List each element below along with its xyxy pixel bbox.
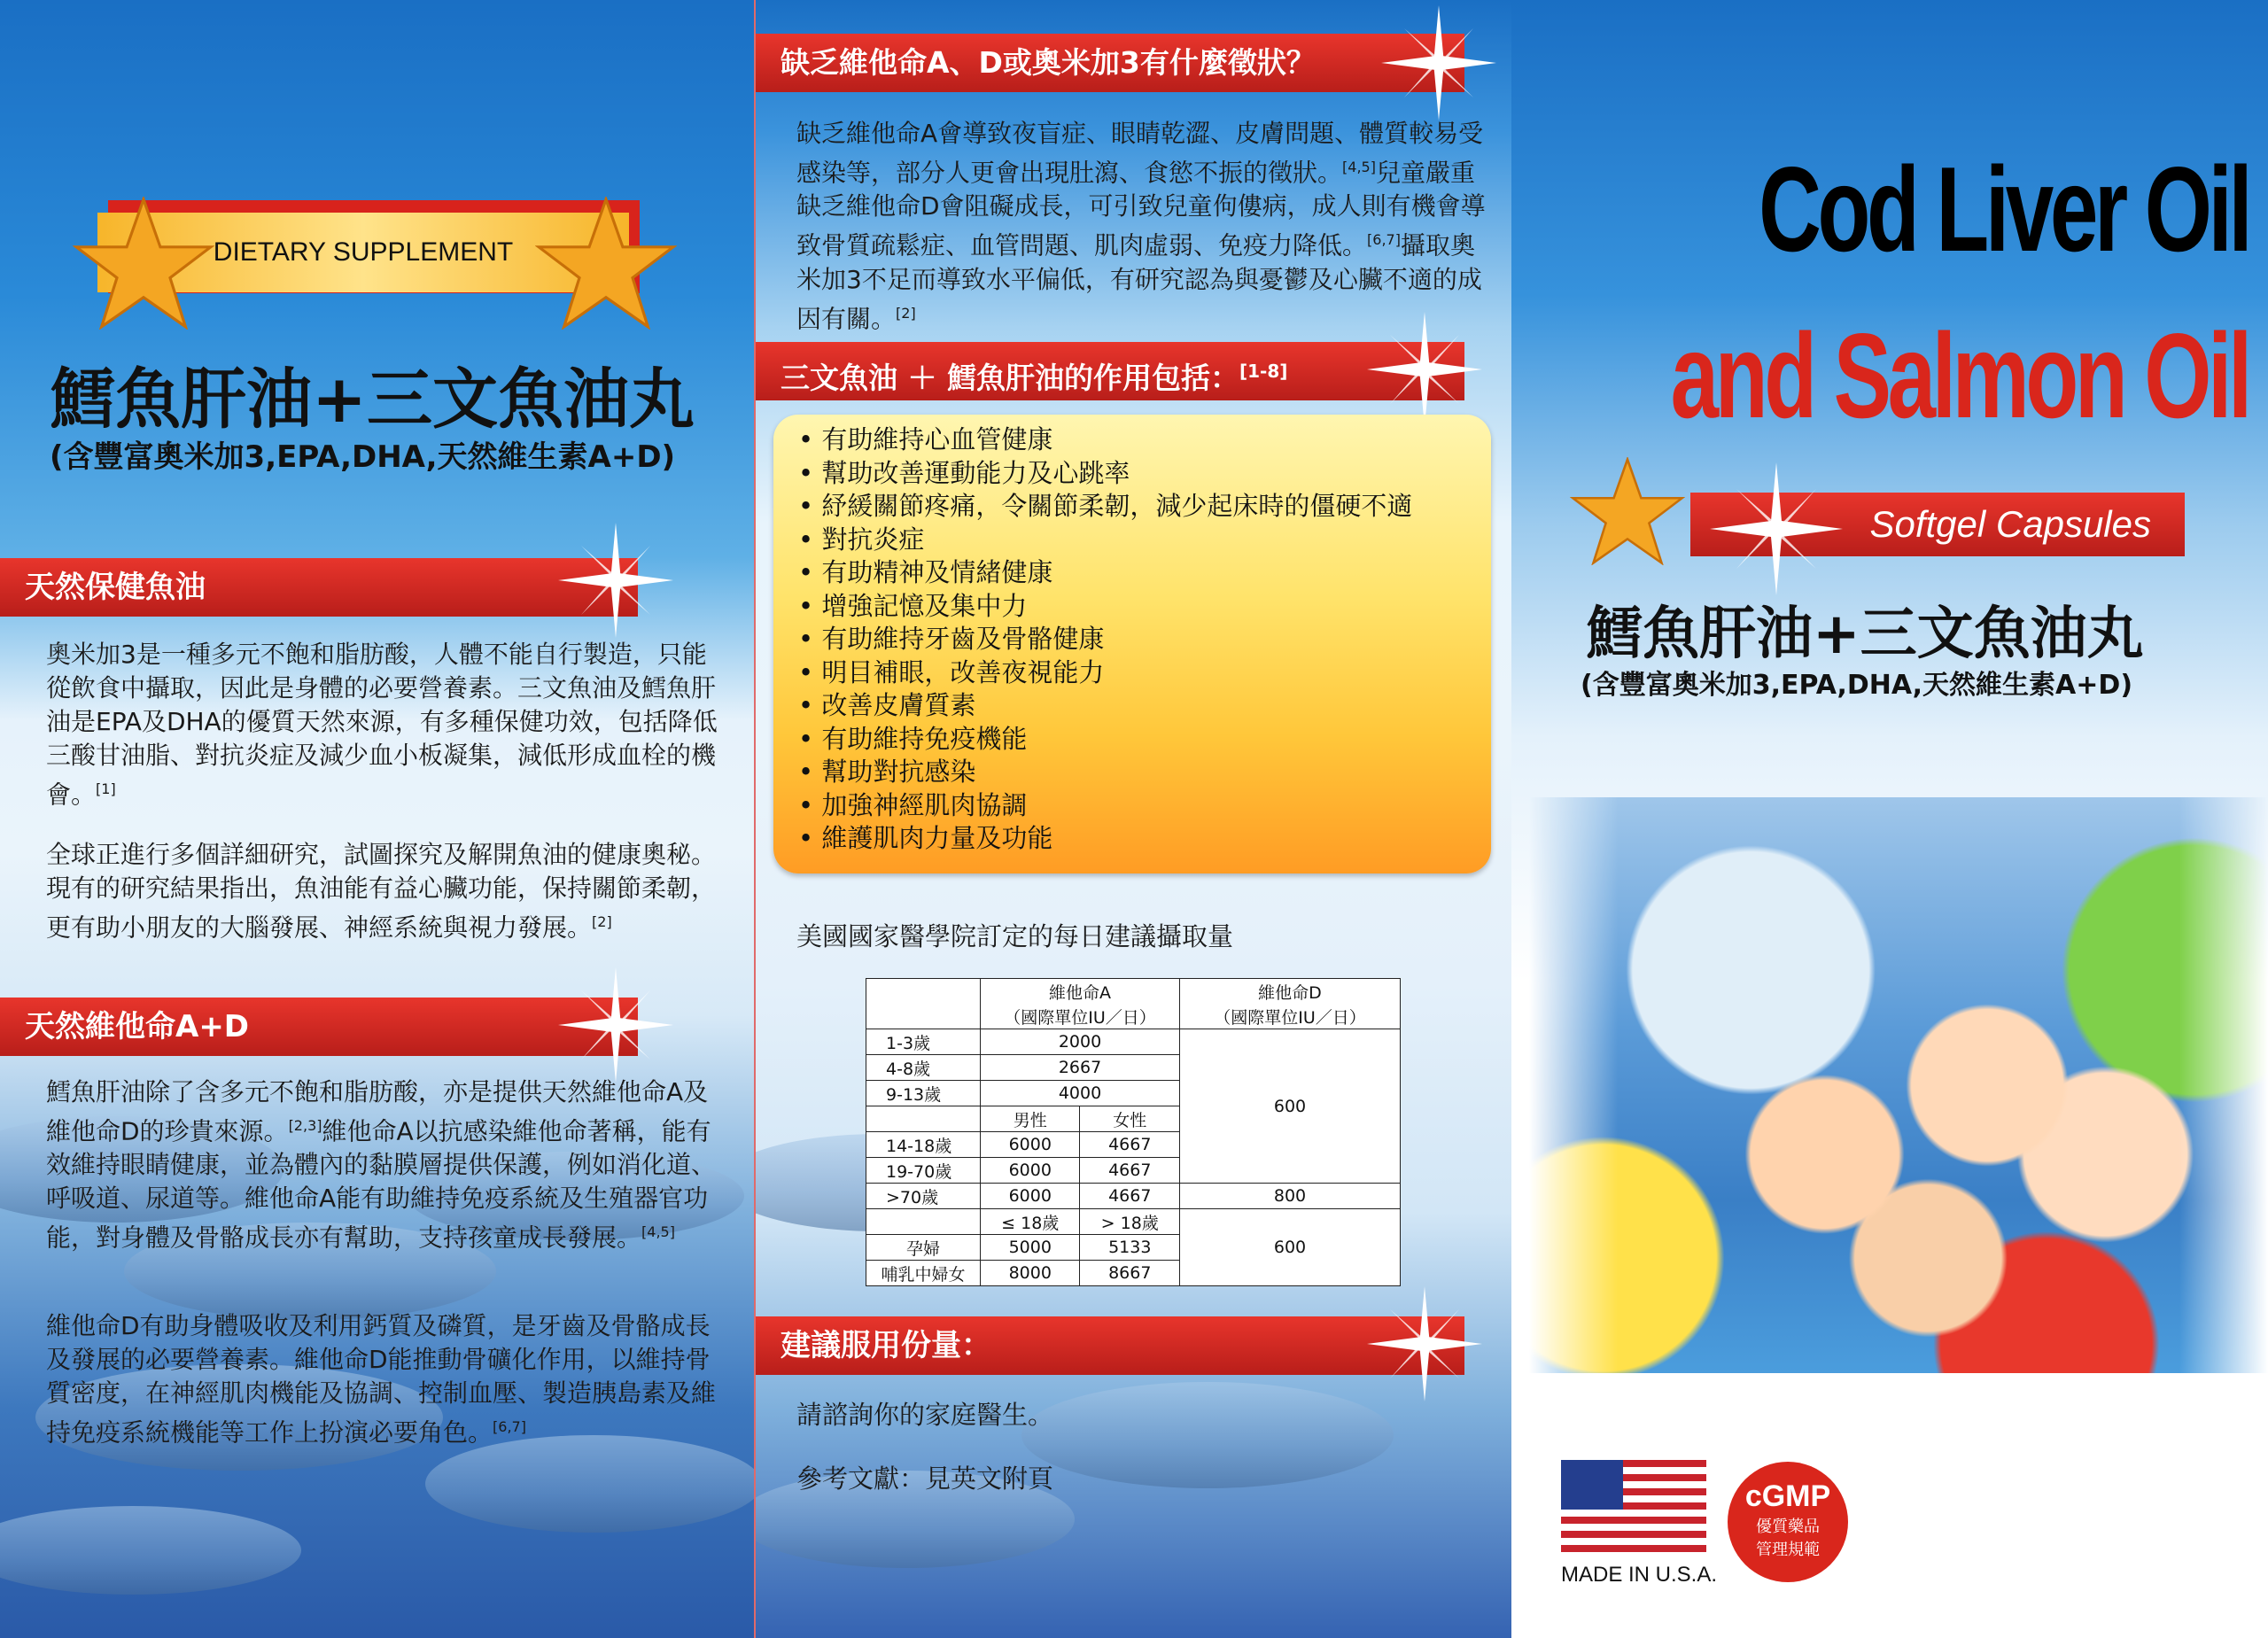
paragraph-text: 兒童嚴重缺乏維他命D會阻礙成長，可引致兒童佝僂病，成人則有機會導致骨質疏鬆症、血管問題、肌肉虛弱、免疫力降低。 (796, 158, 1486, 260)
sparkle-icon (1367, 1286, 1482, 1401)
table-cell: 600 (1180, 1209, 1401, 1286)
table-row (866, 1029, 1401, 1055)
table-cell: 800 (1180, 1184, 1401, 1209)
benefit-item: • 有助維持心血管健康 (798, 424, 1053, 454)
table-header: 維他命A (981, 979, 1180, 1005)
us-flag-icon (1561, 1460, 1706, 1552)
product-title-cn: 鱈魚肝油+三文魚油丸 (50, 361, 695, 438)
benefit-item: • 維護肌肉力量及功能 (798, 823, 1053, 853)
table-cell: 2667 (981, 1055, 1180, 1081)
references-note: 參考文獻：見英文附頁 (796, 1463, 1054, 1494)
dosage-advice: 請諮詢你的家庭醫生。 (796, 1400, 1054, 1430)
benefit-item: • 幫助改善運動能力及心跳率 (798, 457, 1130, 488)
sparkle-icon (1381, 5, 1496, 120)
table-header: （國際單位IU／日） (1180, 1004, 1401, 1029)
middle-panel (754, 0, 1515, 1638)
table-cell: > 18歲 (1080, 1209, 1180, 1235)
benefit-item: • 改善皮膚質素 (798, 690, 976, 720)
table-cell: 5000 (981, 1235, 1080, 1261)
section-heading-text: 天然維他命A+D (25, 1009, 250, 1044)
paragraph-text: 維他命D有助身體吸收及利用鈣質及磷質，是牙齒及骨骼成長及發展的必要營養素。維他命D能推動骨礦化作用，以維持骨質密度，在神經肌肉機能及協調、控制血壓、製造胰島素及維持免疫系統機能等工作上扮演必要角色。 (46, 1311, 717, 1448)
table-cell: 4-8歲 (866, 1055, 981, 1081)
table-cell: 4667 (1080, 1184, 1180, 1209)
benefit-item: • 加強神經肌肉協調 (798, 789, 1028, 820)
cgmp-badge (1728, 1462, 1848, 1582)
paragraph (46, 1075, 730, 1255)
table-cell: 5133 (1080, 1235, 1180, 1261)
table-cell: 2000 (981, 1029, 1180, 1055)
section-heading-text: 建議服用份量： (781, 1328, 991, 1363)
table-cell: 6000 (981, 1132, 1080, 1158)
product-title-en-line2: and Salmon Oil (1670, 308, 2249, 443)
benefit-item: • 有助維持牙齒及骨骼健康 (798, 624, 1105, 654)
section-heading (756, 1316, 1464, 1375)
citation: [4,5] (641, 1223, 675, 1241)
product-subtitle-cn: (含豐富奧米加3,EPA,DHA,天然維生素A+D) (1581, 670, 2133, 701)
cover-panel (1511, 0, 2268, 1638)
paragraph-text: 缺乏維他命A會導致夜盲症、眼睛乾澀、皮膚問題、體質較易受感染等，部分人更會出現肚瀉、食慾不振的徵狀。 (796, 119, 1484, 188)
paragraph (796, 117, 1487, 336)
table-cell (866, 1209, 981, 1235)
table-cell: 4000 (981, 1081, 1180, 1106)
citation: [2] (896, 304, 916, 322)
citation: [2,3] (288, 1117, 322, 1134)
section-heading-text: 天然保健魚油 (25, 570, 206, 605)
table-cell: 哺乳中婦女 (866, 1261, 981, 1286)
section-heading (0, 558, 638, 617)
cgmp-sub1: 優質藥品 (1756, 1518, 1820, 1536)
table-cell: >70歲 (866, 1184, 981, 1209)
citation: [4,5] (1342, 159, 1376, 175)
table-header: 維他命D (1180, 979, 1401, 1005)
intake-table (866, 978, 1401, 1286)
product-title-en-line1: Cod Liver Oil (1758, 142, 2249, 276)
section-heading (0, 998, 638, 1056)
sparkle-icon (1710, 462, 1843, 595)
paragraph (46, 1309, 730, 1449)
fish-image (1021, 1382, 1394, 1488)
table-cell: 4667 (1080, 1158, 1180, 1184)
benefit-item: • 增強記憶及集中力 (798, 590, 1028, 621)
table-cell: 女性 (1080, 1106, 1180, 1132)
section-heading (756, 34, 1464, 92)
table-cell: 600 (1180, 1029, 1401, 1184)
section-heading (756, 342, 1464, 400)
table-cell: 6000 (981, 1184, 1080, 1209)
table-cell (866, 979, 981, 1029)
citation: [1] (96, 780, 116, 797)
paragraph-text: 攝取奧米加3不足而導致水平偏低，有研究認為與憂鬱及心臟不適的成因有關。 (796, 230, 1482, 333)
paragraph-text: 鱈魚肝油除了含多元不飽和脂肪酸，亦是提供天然維他命A及維他命D的珍貴來源。 (46, 1077, 709, 1146)
table-caption: 美國國家醫學院訂定的每日建議攝取量 (796, 921, 1234, 951)
citation: [6,7] (493, 1418, 526, 1435)
table-row (866, 1184, 1401, 1209)
paragraph-text: 全球正進行多個詳細研究，試圖探究及解開魚油的健康奧秘。現有的研究結果指出，魚油能有益心臟功能，保持關節柔韌，更有助小朋友的大腦發展、神經系統與視力發展。 (46, 840, 717, 943)
benefit-item: • 有助維持免疫機能 (798, 723, 1028, 754)
sparkle-icon (1367, 312, 1482, 427)
table-cell: 8000 (981, 1261, 1080, 1286)
citation: [6,7] (1367, 231, 1401, 249)
benefit-item: • 紓緩關節疼痛，令關節柔韌，減少起床時的僵硬不適 (798, 491, 1413, 521)
benefit-item: • 明目補眼，改善夜視能力 (798, 656, 1105, 687)
table-cell: ≤ 18歲 (981, 1209, 1080, 1235)
star-icon (73, 197, 214, 330)
table-cell: 6000 (981, 1158, 1080, 1184)
paragraph (46, 838, 730, 944)
paragraph (46, 638, 730, 811)
table-cell (866, 1106, 981, 1132)
cgmp-label: cGMP (1744, 1479, 1831, 1513)
cgmp-sub2: 管理規範 (1756, 1541, 1820, 1559)
star-icon (535, 197, 677, 330)
benefit-item: • 有助精神及情緒健康 (798, 557, 1053, 587)
fish-image (0, 1506, 301, 1595)
section-heading-text: 缺乏維他命A、D或奧米加3有什麼徵狀？ (781, 45, 1316, 80)
table-cell: 9-13歲 (866, 1081, 981, 1106)
table-cell: 男性 (981, 1106, 1080, 1132)
sparkle-icon (558, 967, 673, 1083)
paragraph-text: 奧米加3是一種多元不飽和脂肪酸，人體不能自行製造，只能從飲食中攝取，因此是身體的必要營養素。三文魚油及鱈魚肝油是EPA及DHA的優質天然來源，有多種保健功效，包括降低三酸甘油脂、對抗炎症及減少血小板凝集，減低形成血栓的機會。 (46, 640, 718, 810)
citation: [2] (592, 913, 612, 930)
product-title-cn: 鱈魚肝油+三文魚油丸 (1586, 602, 2144, 667)
fish-image (425, 1435, 754, 1533)
citation: [1-8] (1239, 361, 1288, 382)
benefit-item: • 對抗炎症 (798, 524, 925, 555)
table-cell: 4667 (1080, 1132, 1180, 1158)
dietary-supplement-text: DIETARY SUPPLEMENT (213, 237, 514, 267)
table-cell: 孕婦 (866, 1235, 981, 1261)
table-cell: 8667 (1080, 1261, 1180, 1286)
table-header: （國際單位IU／日） (981, 1004, 1180, 1029)
section-heading-text: 三文魚油 ＋ 鱈魚肝油的作用包括： (781, 361, 1239, 395)
benefits-box (773, 415, 1491, 873)
children-photo (1529, 797, 2268, 1373)
made-in-usa: MADE IN U.S.A. (1561, 1563, 1718, 1587)
table-cell: 19-70歲 (866, 1158, 981, 1184)
sparkle-icon (558, 523, 673, 638)
table-row (866, 1209, 1401, 1235)
softgel-text: Softgel Capsules (1869, 503, 2151, 545)
table-row (866, 979, 1401, 1005)
left-panel (0, 0, 754, 1638)
star-icon (1570, 457, 1685, 565)
product-subtitle-cn: (含豐富奧米加3,EPA,DHA,天然維生素A+D) (50, 439, 676, 475)
table-cell: 14-18歲 (866, 1132, 981, 1158)
benefit-item: • 幫助對抗感染 (798, 757, 976, 787)
paragraph-text: 維他命A以抗感染維他命著稱，能有效維持眼睛健康，並為體內的黏膜層提供保護，例如消化道、呼吸道、尿道等。維他命A能有助維持免疫系統及生殖器官功能，對身體及骨骼成長亦有幫助，支持孩童成長發展。 (46, 1116, 717, 1253)
benefits-list (773, 415, 1491, 856)
table-cell: 1-3歲 (866, 1029, 981, 1055)
